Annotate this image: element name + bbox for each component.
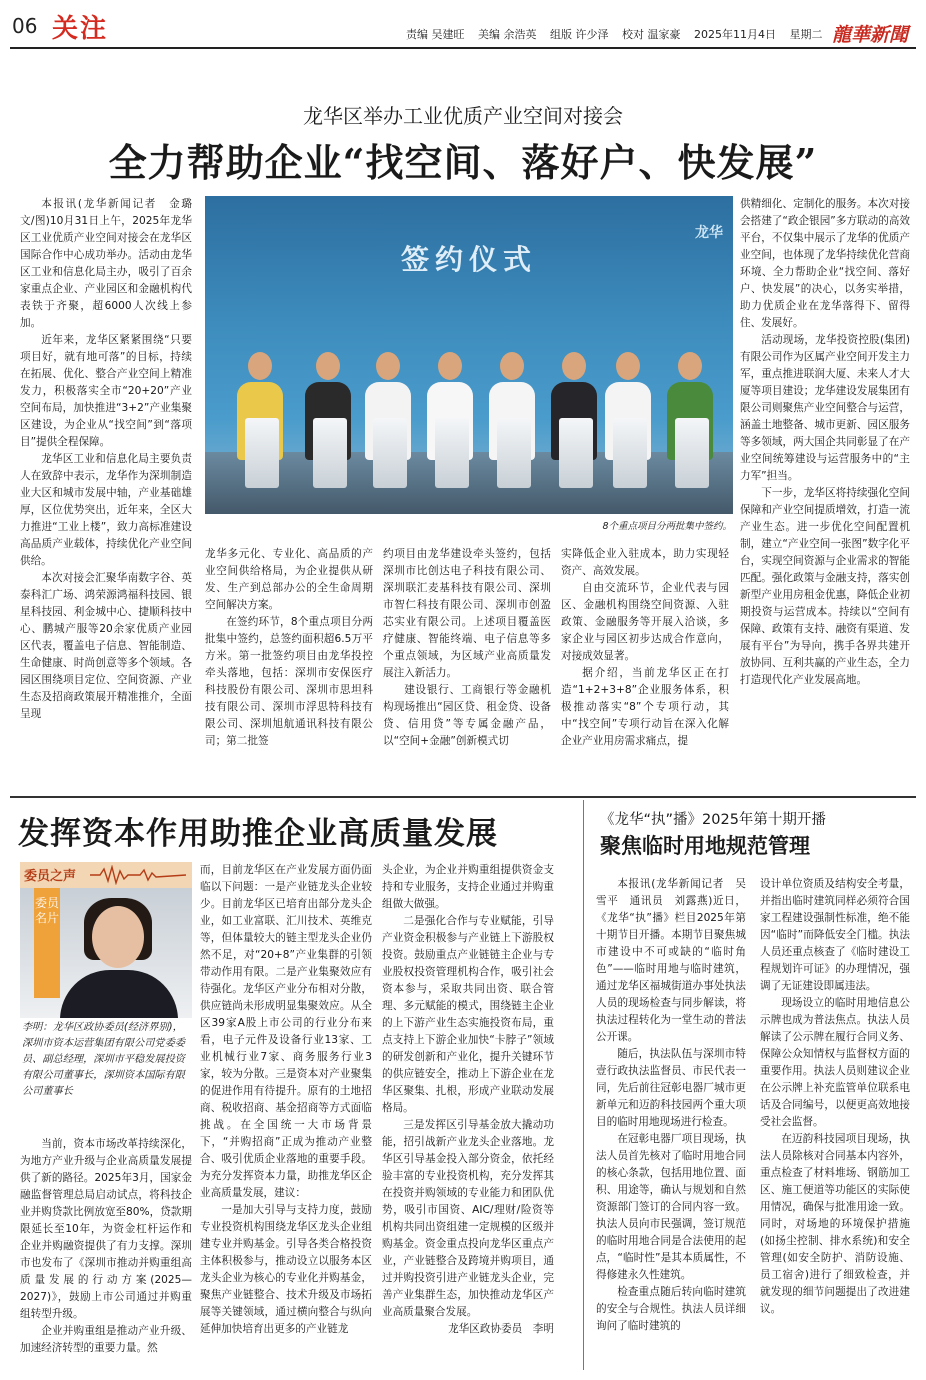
paragraph: 企业并购重组是推动产业升级、加速经济转型的重要力量。然 bbox=[20, 1325, 192, 1354]
paragraph: 近年来，龙华区紧紧围绕“只要项目好，就有地可落”的目标，持续在拓展、优化、整合产业空间上精准发力，积极落实全市“20+20”产业空间布局，加快推进“3+2”产业集聚区建设，为企业从“找空间”到“落项目”提供全程保障。 bbox=[20, 334, 192, 448]
article1-subtitle: 龙华区举办工业优质产业空间对接会 bbox=[303, 104, 623, 128]
member-card-ribbon: 委员名片 bbox=[34, 888, 60, 998]
article3-col2 bbox=[760, 876, 910, 1318]
paragraph: 本次对接会汇聚华南数字谷、英泰科汇广场、鸿荣源鸿福科技园、银星科技园、利金城中心、捷顺科技中心、鹏城产服等20余家优质产业园区代表，覆盖电子信息、智能制造、生命健康、时尚创意等多个领域。各园区围绕项目定位、空间资源、产业生态及招商政策展开精准推介，全面呈现 bbox=[20, 572, 192, 720]
member-portrait bbox=[20, 888, 192, 1018]
paragraph: 在冠彰电器厂项目现场，执法人员首先核对了临时用地合同的核心条款，包括用地位置、面积、用途等，确认与规划和自然资源部门签订的合同内容一致。执法人员向市民强调，签订规范的临时用地合同是合法使用的起点，“临时性”是其本质属性，不得修建永久性建筑。 bbox=[596, 1133, 746, 1281]
photo-backdrop-text: 签约仪式 bbox=[400, 243, 537, 276]
podium bbox=[373, 418, 407, 488]
paragraph: 头企业，为企业并购重组提供资金支持和专业服务，支持企业通过并购重组做大做强。 bbox=[382, 864, 554, 910]
paragraph: 一是加大引导与支持力度，鼓励专业投资机构围绕龙华区龙头企业组建专业并购基金。引导各类合格投资主体积极参与，推动设立以服务本区龙头企业为核心的专业化并购基金，聚焦产业链整合、技术升级及市场拓展等关键领域，通过横向整合与纵向延伸加快培育出更多的产业链龙 bbox=[200, 1204, 372, 1335]
section-name: 关注 bbox=[52, 14, 109, 44]
article3-subtitle: 《龙华“执”播》2025年第十期开播 bbox=[600, 812, 826, 828]
paragraph: 设计单位资质及结构安全考量，并指出临时建筑同样必须符合国家工程建设强制性标准，绝不能因“临时”而降低安全门槛。执法人员还重点核查了《临时建设工程规划许可证》的办理情况，强调了无证建设即属违法。 bbox=[760, 878, 910, 992]
podium bbox=[435, 418, 469, 488]
credit-layout: 组版 许少泽 bbox=[550, 28, 609, 41]
issue-date: 2025年11月4日 bbox=[694, 28, 776, 41]
portrait-shoulders bbox=[60, 970, 178, 1018]
article2-byline: 龙华区政协委员 李明 bbox=[448, 1323, 554, 1335]
article1-col4 bbox=[561, 546, 729, 750]
paragraph: 自由交流环节，企业代表与园区、金融机构围绕空间资源、入驻政策、金融服务等开展入洽谈，多家企业与园区初步达成合作意向，对接成效显著。 bbox=[561, 582, 729, 662]
section-divider bbox=[10, 796, 916, 798]
paragraph: 本报讯(龙华新闻记者 吴雪平 通讯员 刘露燕)近日，《龙华“执”播》栏目2025年第十期节目开播。本期节目聚焦城市建设中不可或缺的“临时角色”——临时用地与临时建筑，通过龙华区福城街道办事处执法人员的现场检查与同步解读，将执法过程转化为一堂生动的普法公开课。 bbox=[596, 878, 746, 1043]
masthead bbox=[0, 0, 926, 44]
article2-col1 bbox=[20, 1136, 192, 1357]
paragraph: 检查重点随后转向临时建筑的安全与合规性。执法人员详细询问了临时建筑的 bbox=[596, 1286, 746, 1332]
credit-designer: 美编 余浩英 bbox=[478, 28, 537, 41]
signing-ceremony-photo bbox=[205, 196, 733, 514]
article1-col1 bbox=[20, 196, 203, 723]
podium bbox=[245, 418, 279, 488]
paragraph: 活动现场，龙华投资控股(集团)有限公司作为区属产业空间开发主力军，重点推进联润大厦、未来人才大厦等项目建设；龙华建设发展集团有限公司则聚焦产业空间整合与运营，涵盖土地整备、城市更新、园区服务等多领域，两大国企共同彰显了在产业空间统筹建设与运营服务中的“主力军”担当。 bbox=[740, 334, 910, 482]
article2-col2 bbox=[200, 862, 372, 1338]
paragraph: 供精细化、定制化的服务。本次对接会搭建了“政企银园”多方联动的高效平台，不仅集中展示了龙华的优质产业空间，也体现了龙华持续优化营商环境、全力帮助企业“找空间、落好户、快发展”的决心，以务实举措，助力优质企业在龙华落得下、留得住、发展好。 bbox=[740, 198, 910, 329]
header-meta bbox=[406, 26, 833, 42]
article1-col2 bbox=[205, 546, 373, 750]
podium bbox=[559, 418, 593, 488]
portrait-face bbox=[92, 906, 144, 968]
podium bbox=[675, 418, 709, 488]
column-tag: 委员之声 bbox=[24, 869, 77, 884]
paragraph: 三是发挥区引导基金放大撬动功能，招引战新产业龙头企业落地。龙华区引导基金投入部分资金，依托经验丰富的专业投资机构，充分发挥其在投资并购领域的专业能力和团队优势，吸引市国资、AIC/理财/险资等机构共同出资组建一定规模的区级并购基金。资金重点投向龙华区重点产业，产业链整合及跨境并购项目，通过并购投资引进产业链龙头企业，完善产业集群生态，加快推动龙华区产业高质量聚合发展。 bbox=[382, 1119, 554, 1318]
paragraph: 当前，资本市场改革持续深化，为地方产业升级与企业高质量发展提供了新的路径。2025年3月，国家金融监督管理总局启动试点，将科技企业并购贷款比例放宽至80%，贷款期限延长至10年，为资金杠杆运作和企业并购融资提供了有力支撑。深圳市也发布了《深圳市推动并购重组高质量发展的行动方案(2025—2027)》，鼓励上市公司通过并购重组转型升级。 bbox=[20, 1138, 192, 1320]
header-rule bbox=[10, 47, 916, 49]
article1-col5 bbox=[740, 196, 910, 689]
paragraph: 而，目前龙华区在产业发展方面仍面临以下问题：一是产业链龙头企业较少。目前龙华区已培育出部分龙头企业，如工业富联、汇川技术、英维克等，但体量较大的链主型龙头企业仍然不足，对“20+8”产业集群的引领带动作用有限。二是产业集聚效应有待强化。龙华区产业分布相对分散，供应链尚未形成明显集聚效应。从全区39家A股上市公司的行业分布来看，电子元件及设备行业13家、工业机械行业7家、商务服务行业3家，较为分散。三是资本对产业聚集的促进作用有待提升。原有的土地招商、税收招商、基金招商等方式面临挑战。在全国统一大市场背景下，“并购招商”正成为推动产业整合、吸引优质企业落地的重要手段。为充分发挥资本力量，助推龙华区企业高质量发展，建议： bbox=[200, 864, 372, 1199]
member-card-caption: 李明：龙华区政协委员(经济界别)，深圳市资本运营集团有限公司党委委员、副总经理，深圳市平稳发展投资有限公司董事长，深圳资本国际有限公司董事长 bbox=[22, 1022, 185, 1097]
paragraph: 实降低企业入驻成本，助力实现轻资产、高效发展。 bbox=[561, 548, 729, 577]
credit-editor: 责编 吴建旺 bbox=[406, 28, 465, 41]
paragraph: 下一步，龙华区将持续强化空间保障和产业空间提质增效，打造一流产业生态。进一步优化空间配置机制，建立“产业空间一张图”数字化平台，实现空间资源与企业需求的智能匹配。强化政策与金融支持，落实创新型产业用房租金优惠，降低企业初期投资与运营成本。持续以“空间有保障、政策有支持、融资有渠道、发展有平台”为导向，携手各界共建开放协同、互利共赢的产业生态，全力打造现代化产业发展高地。 bbox=[740, 487, 910, 686]
paragraph: 据介绍，当前龙华区正在打造“1+2+3+8”企业服务体系，积极推动落实“8”个专项行动，其中“找空间”专项行动旨在深入化解企业产业用房需求痛点，提 bbox=[561, 667, 729, 747]
page-number: 06 bbox=[12, 14, 38, 38]
stage bbox=[205, 452, 733, 514]
column-divider bbox=[583, 800, 584, 1370]
photo-caption: 8个重点项目分两批集中签约。 bbox=[602, 521, 732, 532]
paragraph: 在迈韵科技园项目现场，执法人员除核对合同基本内容外，重点检查了材料堆场、钢筋加工区、施工便道等功能区的实际使用情况，确保与批准用途一致。同时，对场地的环境保护措施(如扬尘控制、排水系统)和安全管理(如安全防护、消防设施、员工宿舍)进行了细致检查，并就发现的细节问题提出了改进建议。 bbox=[760, 1133, 910, 1315]
paragraph: 二是强化合作与专业赋能，引导产业资金积极参与产业链上下游股权投资。鼓励重点产业链链主企业与专业股权投资管理机构合作，吸引社会资本参与，采取共同出资、联合管理、多元赋能的模式，围绕链主企业的上下游产业生态实施投资布局，重点支持上下游企业加快“卡脖子”领域的研发创新和产业化，提升关键环节的供应链安全，推动上下游企业在龙华区聚集、扎根，形成产业联动发展格局。 bbox=[382, 915, 554, 1114]
paragraph: 本报讯(龙华新闻记者 金璐 文/图)10月31日上午，2025年龙华区工业优质产业空间对接会在龙华区国际合作中心成功举办。活动由龙华区工业和信息化局主办，吸引了百余家重点企业、产业园区和金融机构代表铁于齐聚，超6000人次线上参加。 bbox=[20, 198, 203, 329]
article2-title: 发挥资本作用助推企业高质量发展 bbox=[18, 816, 498, 852]
article3-title: 聚焦临时用地规范管理 bbox=[600, 833, 810, 858]
paragraph: 随后，执法队伍与深圳市特壹行政执法监督员、市民代表一同，先后前往冠彰电器厂城市更新单元和迈韵科技园两个重大项目的临时用地现场进行检查。 bbox=[596, 1048, 746, 1128]
sound-wave-icon bbox=[90, 865, 186, 885]
podium bbox=[313, 418, 347, 488]
paragraph: 建设银行、工商银行等金融机构现场推出“园区贷、租金贷、设备贷、信用贷”等专属金融产品，以“空间+金融”创新模式切 bbox=[383, 684, 551, 747]
photo-corner-text: 龙华 bbox=[695, 225, 723, 241]
brand-logo: 龍華新聞 bbox=[831, 24, 908, 46]
podium bbox=[613, 418, 647, 488]
article1-col3 bbox=[383, 546, 551, 750]
article2-col3 bbox=[382, 862, 554, 1338]
paragraph: 龙华多元化、专业化、高品质的产业空间供给格局，为企业提供从研发、生产到总部办公的全生命周期空间解决方案。 bbox=[205, 548, 373, 611]
column-tag-bar bbox=[20, 862, 192, 888]
podium bbox=[497, 418, 531, 488]
article3-col1 bbox=[596, 876, 746, 1335]
paragraph: 在签约环节，8个重点项目分两批集中签约，总签约面积超6.5万平方米。第一批签约项目由龙华投控牵头落地，包括：深圳市安保医疗科技股份有限公司、深圳市思坦科技有限公司、深圳市浮思特科技有限公司、深圳旭航通讯科技有限公司；第二批签 bbox=[205, 616, 373, 747]
paragraph: 龙华区工业和信息化局主要负责人在致辞中表示，龙华作为深圳制造业大区和城市发展中轴，产业基础雄厚，区位优势突出，近年来，全区大力推进“工业上楼”，致力高标准建设高品质产业载体，持续优化产业空间供给。 bbox=[20, 453, 192, 567]
credit-proof: 校对 温家豪 bbox=[622, 28, 681, 41]
paragraph: 约项目由龙华建设牵头签约，包括深圳市比创达电子科技有限公司、深圳联汇麦基科技有限公司、深圳市智仁科技有限公司、深圳市创盈芯实业有限公司。上述项目覆盖医疗健康、智能终端、电子信息等多个重点领域，为区域产业高质量发展注入新活力。 bbox=[383, 548, 551, 679]
issue-weekday: 星期二 bbox=[789, 28, 823, 41]
article1-title: 全力帮助企业“找空间、落好户、快发展” bbox=[108, 140, 818, 185]
paragraph: 现场设立的临时用地信息公示牌也成为普法焦点。执法人员解读了公示牌在履行合同义务、保障公众知情权与监督权方面的重要作用。执法人员则建议企业在公示牌上补充监管单位联系电话及合同编号，以便更高效地接受社会监督。 bbox=[760, 997, 910, 1128]
